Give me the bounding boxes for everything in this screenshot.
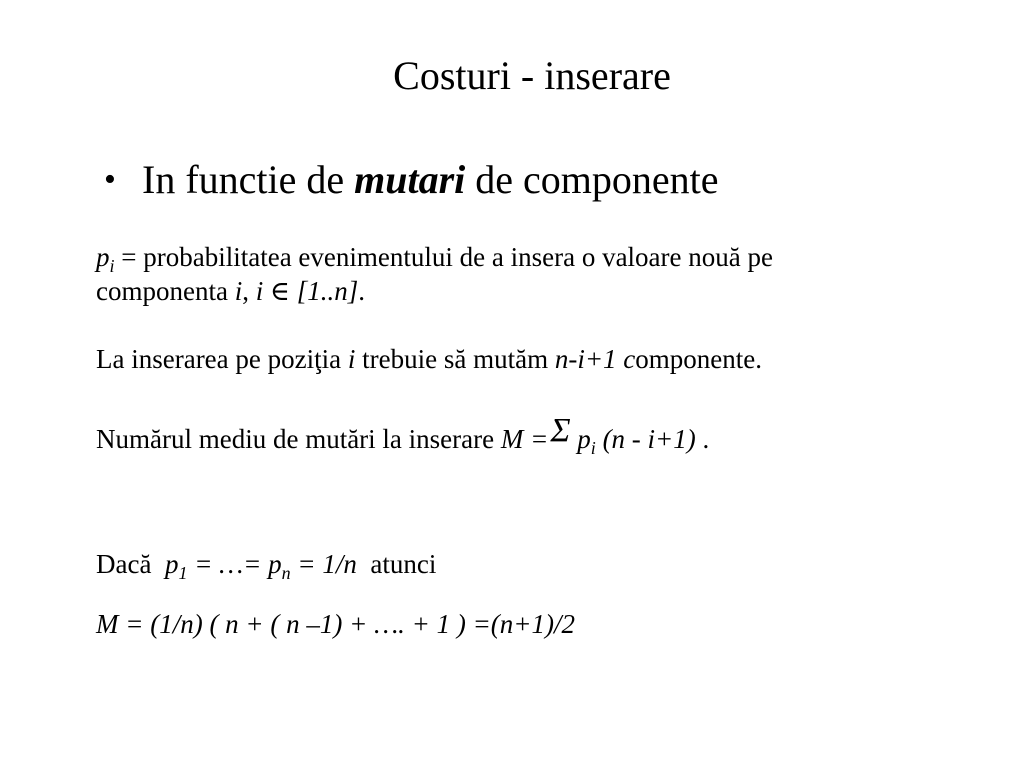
bullet-text-before: In functie de — [142, 157, 345, 202]
average-rhs: (n - i+1) — [602, 424, 696, 454]
definition-text: = probabilitatea evenimentului de a insera o valoare nouă pe — [121, 242, 773, 272]
average-lhs: M = — [500, 424, 549, 454]
insertion-var: i — [347, 344, 356, 374]
definition-line-1 — [96, 240, 773, 274]
average-paragraph — [96, 412, 710, 458]
condition-paragraph — [96, 547, 436, 581]
result-formula — [96, 607, 575, 641]
insertion-text-1: La inserarea pe poziţia — [96, 344, 342, 374]
condition-p-last: p — [268, 549, 282, 579]
element-of-symbol: ∈ — [270, 276, 290, 306]
condition-p-first: p — [164, 549, 179, 579]
definition-comma: , — [242, 276, 249, 306]
average-p-subscript: i — [590, 438, 596, 458]
insertion-paragraph — [96, 342, 762, 376]
definition-line2-text: componenta — [96, 276, 228, 306]
definition-symbol: p — [96, 242, 110, 272]
condition-text-2: atunci — [370, 549, 437, 579]
definition-range: [1..n] — [296, 276, 359, 306]
result-formula-text: M = (1/n) ( n + ( n –1) + …. + 1 ) =(n+1)/2 — [96, 609, 575, 639]
definition-paragraph — [96, 240, 773, 308]
insertion-text-3: omponente. — [635, 344, 763, 374]
slide-title: Costuri - inserare — [393, 53, 671, 98]
bullet-marker: • — [104, 161, 116, 198]
condition-text-1: Dacă — [96, 549, 152, 579]
definition-period: . — [358, 276, 366, 306]
condition-p-last-subscript: n — [281, 563, 291, 583]
definition-subscript: i — [109, 256, 115, 276]
bullet-item — [104, 156, 719, 207]
average-text: Numărul mediu de mutări la inserare — [96, 424, 495, 454]
definition-line-2 — [96, 274, 773, 308]
condition-value: = 1/n — [297, 549, 357, 579]
average-p: p — [577, 424, 591, 454]
average-period: . — [702, 424, 710, 454]
insertion-expr: n-i+1 c — [554, 344, 636, 374]
bullet-emphasis: mutari — [354, 157, 466, 202]
bullet-text-after: de componente — [475, 157, 719, 202]
condition-p-first-subscript: 1 — [178, 563, 188, 583]
definition-var-i2: i — [255, 276, 264, 306]
sigma-symbol: Σ — [550, 412, 571, 449]
insertion-text-2: trebuie să mutăm — [362, 344, 549, 374]
definition-var-i: i — [234, 276, 243, 306]
condition-middle: = …= — [194, 549, 262, 579]
